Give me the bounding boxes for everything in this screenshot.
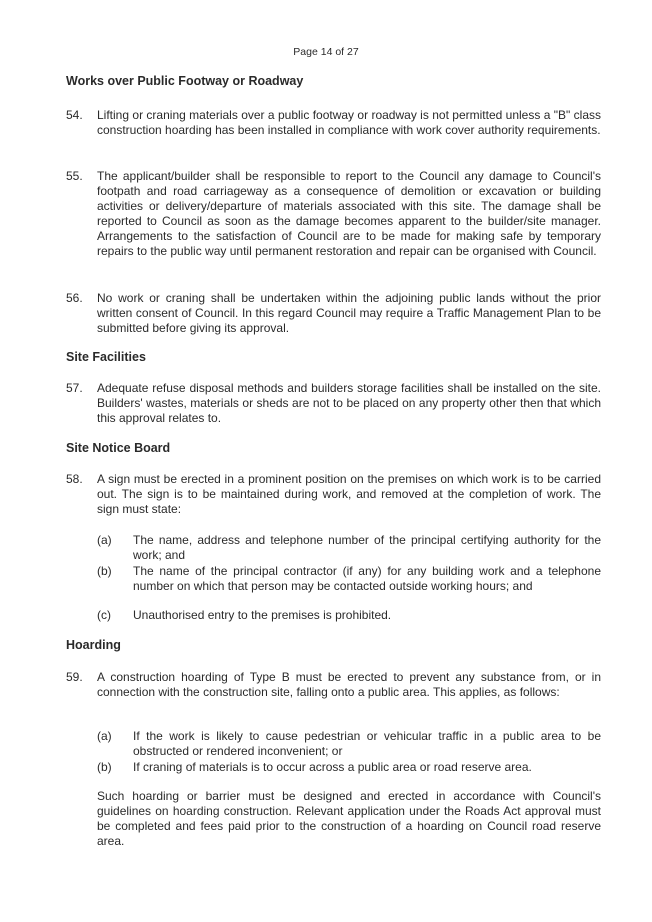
subclause-label: (b)	[97, 760, 112, 774]
clause-59	[66, 670, 601, 700]
subclause-text: The name, address and telephone number of the principal certifying authority for the work; and	[133, 533, 601, 562]
clause-text: No work or craning shall be undertaken within the adjoining public lands without the prior written consent of Council. In this regard Council may require a Traffic Management Plan to be submitted before giving its approval.	[97, 291, 601, 335]
clause-text: The applicant/builder shall be responsible to report to the Council any damage to Council's footpath and road carriageway as a consequence of demolition or excavation or building activities or delivery/departure of materials associated with this site. The damage shall be reported to Council as soon as the damage becomes apparent to the builder/site manager. Arrangements to the satisfaction of Council are to be made for making safe by temporary repairs to the public way until permanent restoration and repair can be organised with Council.	[97, 169, 601, 258]
clause-number: 55.	[66, 169, 83, 183]
section-heading-site-facilities: Site Facilities	[66, 350, 146, 364]
clause-number: 57.	[66, 381, 83, 395]
section-heading-works-over-footway: Works over Public Footway or Roadway	[66, 74, 304, 88]
clause-number: 58.	[66, 472, 83, 486]
clause-55	[66, 169, 601, 259]
clause-56	[66, 291, 601, 336]
clause-59-item-b	[97, 760, 601, 775]
clause-58-item-a	[97, 533, 601, 563]
subclause-text: Unauthorised entry to the premises is prohibited.	[133, 608, 392, 622]
clause-59-item-a	[97, 729, 601, 759]
clause-54	[66, 108, 601, 138]
subclause-label: (b)	[97, 564, 112, 578]
page-number: Page 14 of 27	[293, 46, 359, 58]
clause-57	[66, 381, 601, 426]
subclause-label: (c)	[97, 608, 111, 622]
section-heading-site-notice-board: Site Notice Board	[66, 441, 171, 455]
clause-58-item-b	[97, 564, 601, 594]
subclause-text: If craning of materials is to occur across a public area or road reserve area.	[133, 760, 532, 774]
subclause-text: If the work is likely to cause pedestrian or vehicular traffic in a public area to be obstructed or rendered inconvenient; or	[133, 729, 601, 758]
clause-59-continuation: Such hoarding or barrier must be designed and erected in accordance with Council's guidelines on hoarding construction. Relevant application under the Roads Act approval must be completed and fees paid prior to the construction of a hoarding on Council road reserve area.	[97, 789, 601, 848]
clause-58-item-c	[97, 608, 601, 623]
clause-number: 56.	[66, 291, 83, 305]
subclause-label: (a)	[97, 533, 112, 547]
clause-number: 54.	[66, 108, 83, 122]
clause-text: Adequate refuse disposal methods and builders storage facilities shall be installed on the site. Builders' wastes, materials or sheds are not to be placed on any property other then that which this approval relates to.	[97, 381, 601, 425]
clause-58	[66, 472, 601, 517]
clause-number: 59.	[66, 670, 83, 684]
subclause-label: (a)	[97, 729, 112, 743]
section-heading-hoarding: Hoarding	[66, 638, 121, 652]
clause-text: A construction hoarding of Type B must be erected to prevent any substance from, or in connection with the construction site, falling onto a public area. This applies, as follows:	[97, 670, 601, 699]
clause-text: Lifting or craning materials over a public footway or roadway is not permitted unless a "B" class construction hoarding has been installed in compliance with work cover authority requirements.	[97, 108, 601, 137]
clause-text: A sign must be erected in a prominent position on the premises on which work is to be carried out. The sign is to be maintained during work, and removed at the completion of work. The sign must state:	[97, 472, 601, 516]
subclause-text: The name of the principal contractor (if any) for any building work and a telephone number on which that person may be contacted outside working hours; and	[133, 564, 601, 593]
